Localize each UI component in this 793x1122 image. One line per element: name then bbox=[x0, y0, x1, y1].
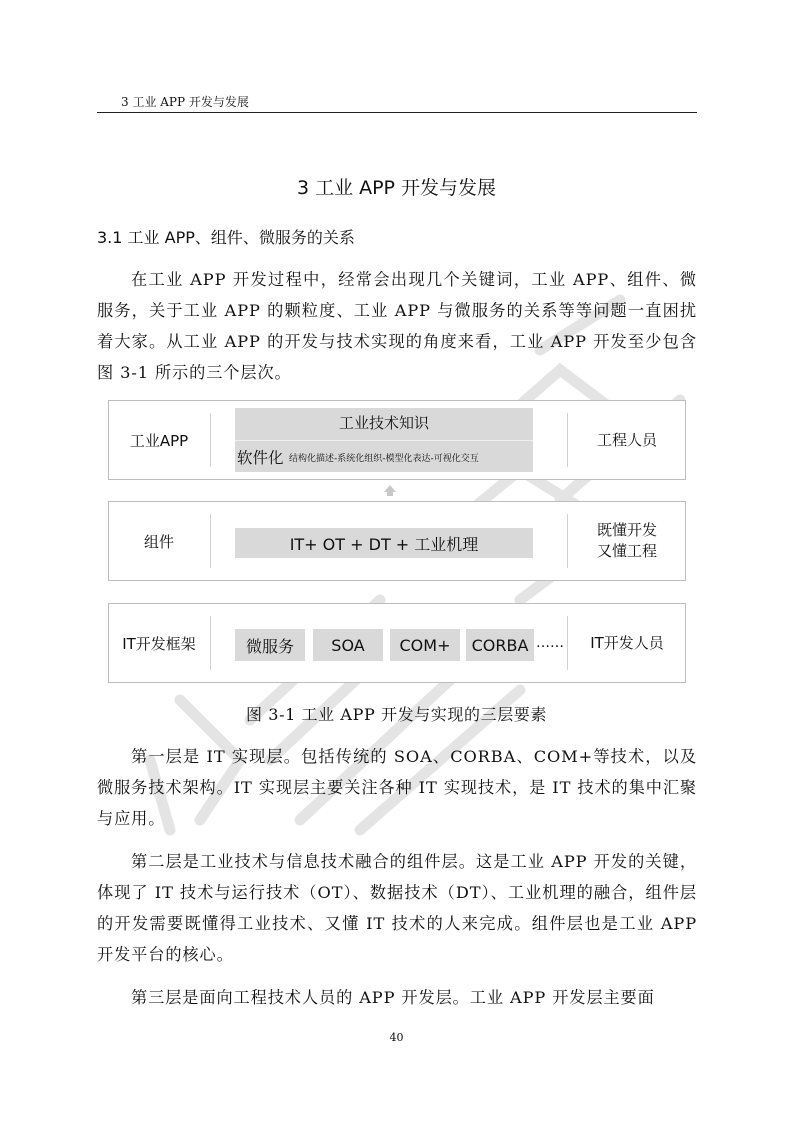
framework-layer-role: IT开发人员 bbox=[590, 633, 664, 652]
app-knowledge-box bbox=[235, 408, 533, 472]
app-layer-label: 工业APP bbox=[129, 431, 189, 450]
paragraph-layer2: 第二层是工业技术与信息技术融合的组件层。这是工业 APP 开发的关键，体现了 IT 技术与运行技术（OT）、数据技术（DT）、工业机理的融合，组件层的开发需要既懂得工业技术、又懂 IT 技术的人来完成。组件层也是工业 APP 开发平台的核心。 bbox=[97, 852, 697, 964]
intro-paragraph: 在工业 APP 开发过程中，经常会出现几个关键词，工业 APP、组件、微服务，关于工业 APP 的颗粒度、工业 APP 与微服务的关系等等问题一直困扰着大家。从工业 APP 的开发与技术实现的角度来看，工业 APP 开发至少包含图 3-1 所示的三个层次。 bbox=[97, 270, 697, 382]
software-detail: 结构化描述-系统化组织-模型化表达-可视化交互 bbox=[289, 454, 479, 464]
three-layer-diagram bbox=[108, 400, 686, 684]
separator bbox=[210, 413, 211, 467]
framework-item: CORBA bbox=[466, 629, 534, 661]
separator bbox=[567, 514, 568, 568]
running-head-text: 3 工业 APP 开发与发展 bbox=[121, 95, 249, 109]
component-role-line2: 又懂工程 bbox=[596, 542, 657, 560]
separator bbox=[210, 514, 211, 568]
software-label: 软件化 bbox=[237, 449, 284, 467]
component-layer bbox=[108, 501, 686, 581]
framework-ellipsis: …… bbox=[536, 635, 564, 651]
page-number: 40 bbox=[389, 1031, 404, 1044]
section-title: 3.1 工业 APP、组件、微服务的关系 bbox=[97, 228, 355, 247]
chapter-title: 3 工业 APP 开发与发展 bbox=[296, 177, 497, 199]
up-arrow-stem bbox=[387, 492, 393, 496]
figure-caption: 图 3-1 工业 APP 开发与实现的三层要素 bbox=[246, 705, 547, 724]
separator bbox=[567, 413, 568, 467]
knowledge-label: 工业技术知识 bbox=[338, 414, 429, 432]
component-content-box: IT+ OT + DT + 工业机理 bbox=[235, 528, 533, 558]
paragraph-layer3: 第三层是面向工程技术人员的 APP 开发层。工业 APP 开发层主要面 bbox=[131, 988, 655, 1007]
app-layer bbox=[108, 400, 686, 480]
separator bbox=[210, 616, 211, 670]
framework-item: 微服务 bbox=[235, 629, 305, 661]
component-layer-label: 组件 bbox=[143, 532, 174, 551]
app-layer-role: 工程人员 bbox=[596, 430, 657, 449]
divider bbox=[235, 440, 533, 441]
component-layer-role bbox=[569, 502, 685, 580]
separator bbox=[567, 616, 568, 670]
framework-layer-label: IT开发框架 bbox=[122, 634, 196, 653]
framework-layer bbox=[108, 603, 686, 683]
up-arrow-icon bbox=[384, 485, 396, 492]
framework-item: COM+ bbox=[390, 629, 460, 661]
framework-item: SOA bbox=[313, 629, 383, 661]
component-role-line1: 既懂开发 bbox=[596, 521, 657, 539]
paragraph-layer1: 第一层是 IT 实现层。包括传统的 SOA、CORBA、COM+等技术，以及微服务技术架构。IT 实现层主要关注各种 IT 实现技术，是 IT 技术的集中汇聚与应用。 bbox=[97, 747, 697, 828]
running-head bbox=[97, 90, 697, 113]
